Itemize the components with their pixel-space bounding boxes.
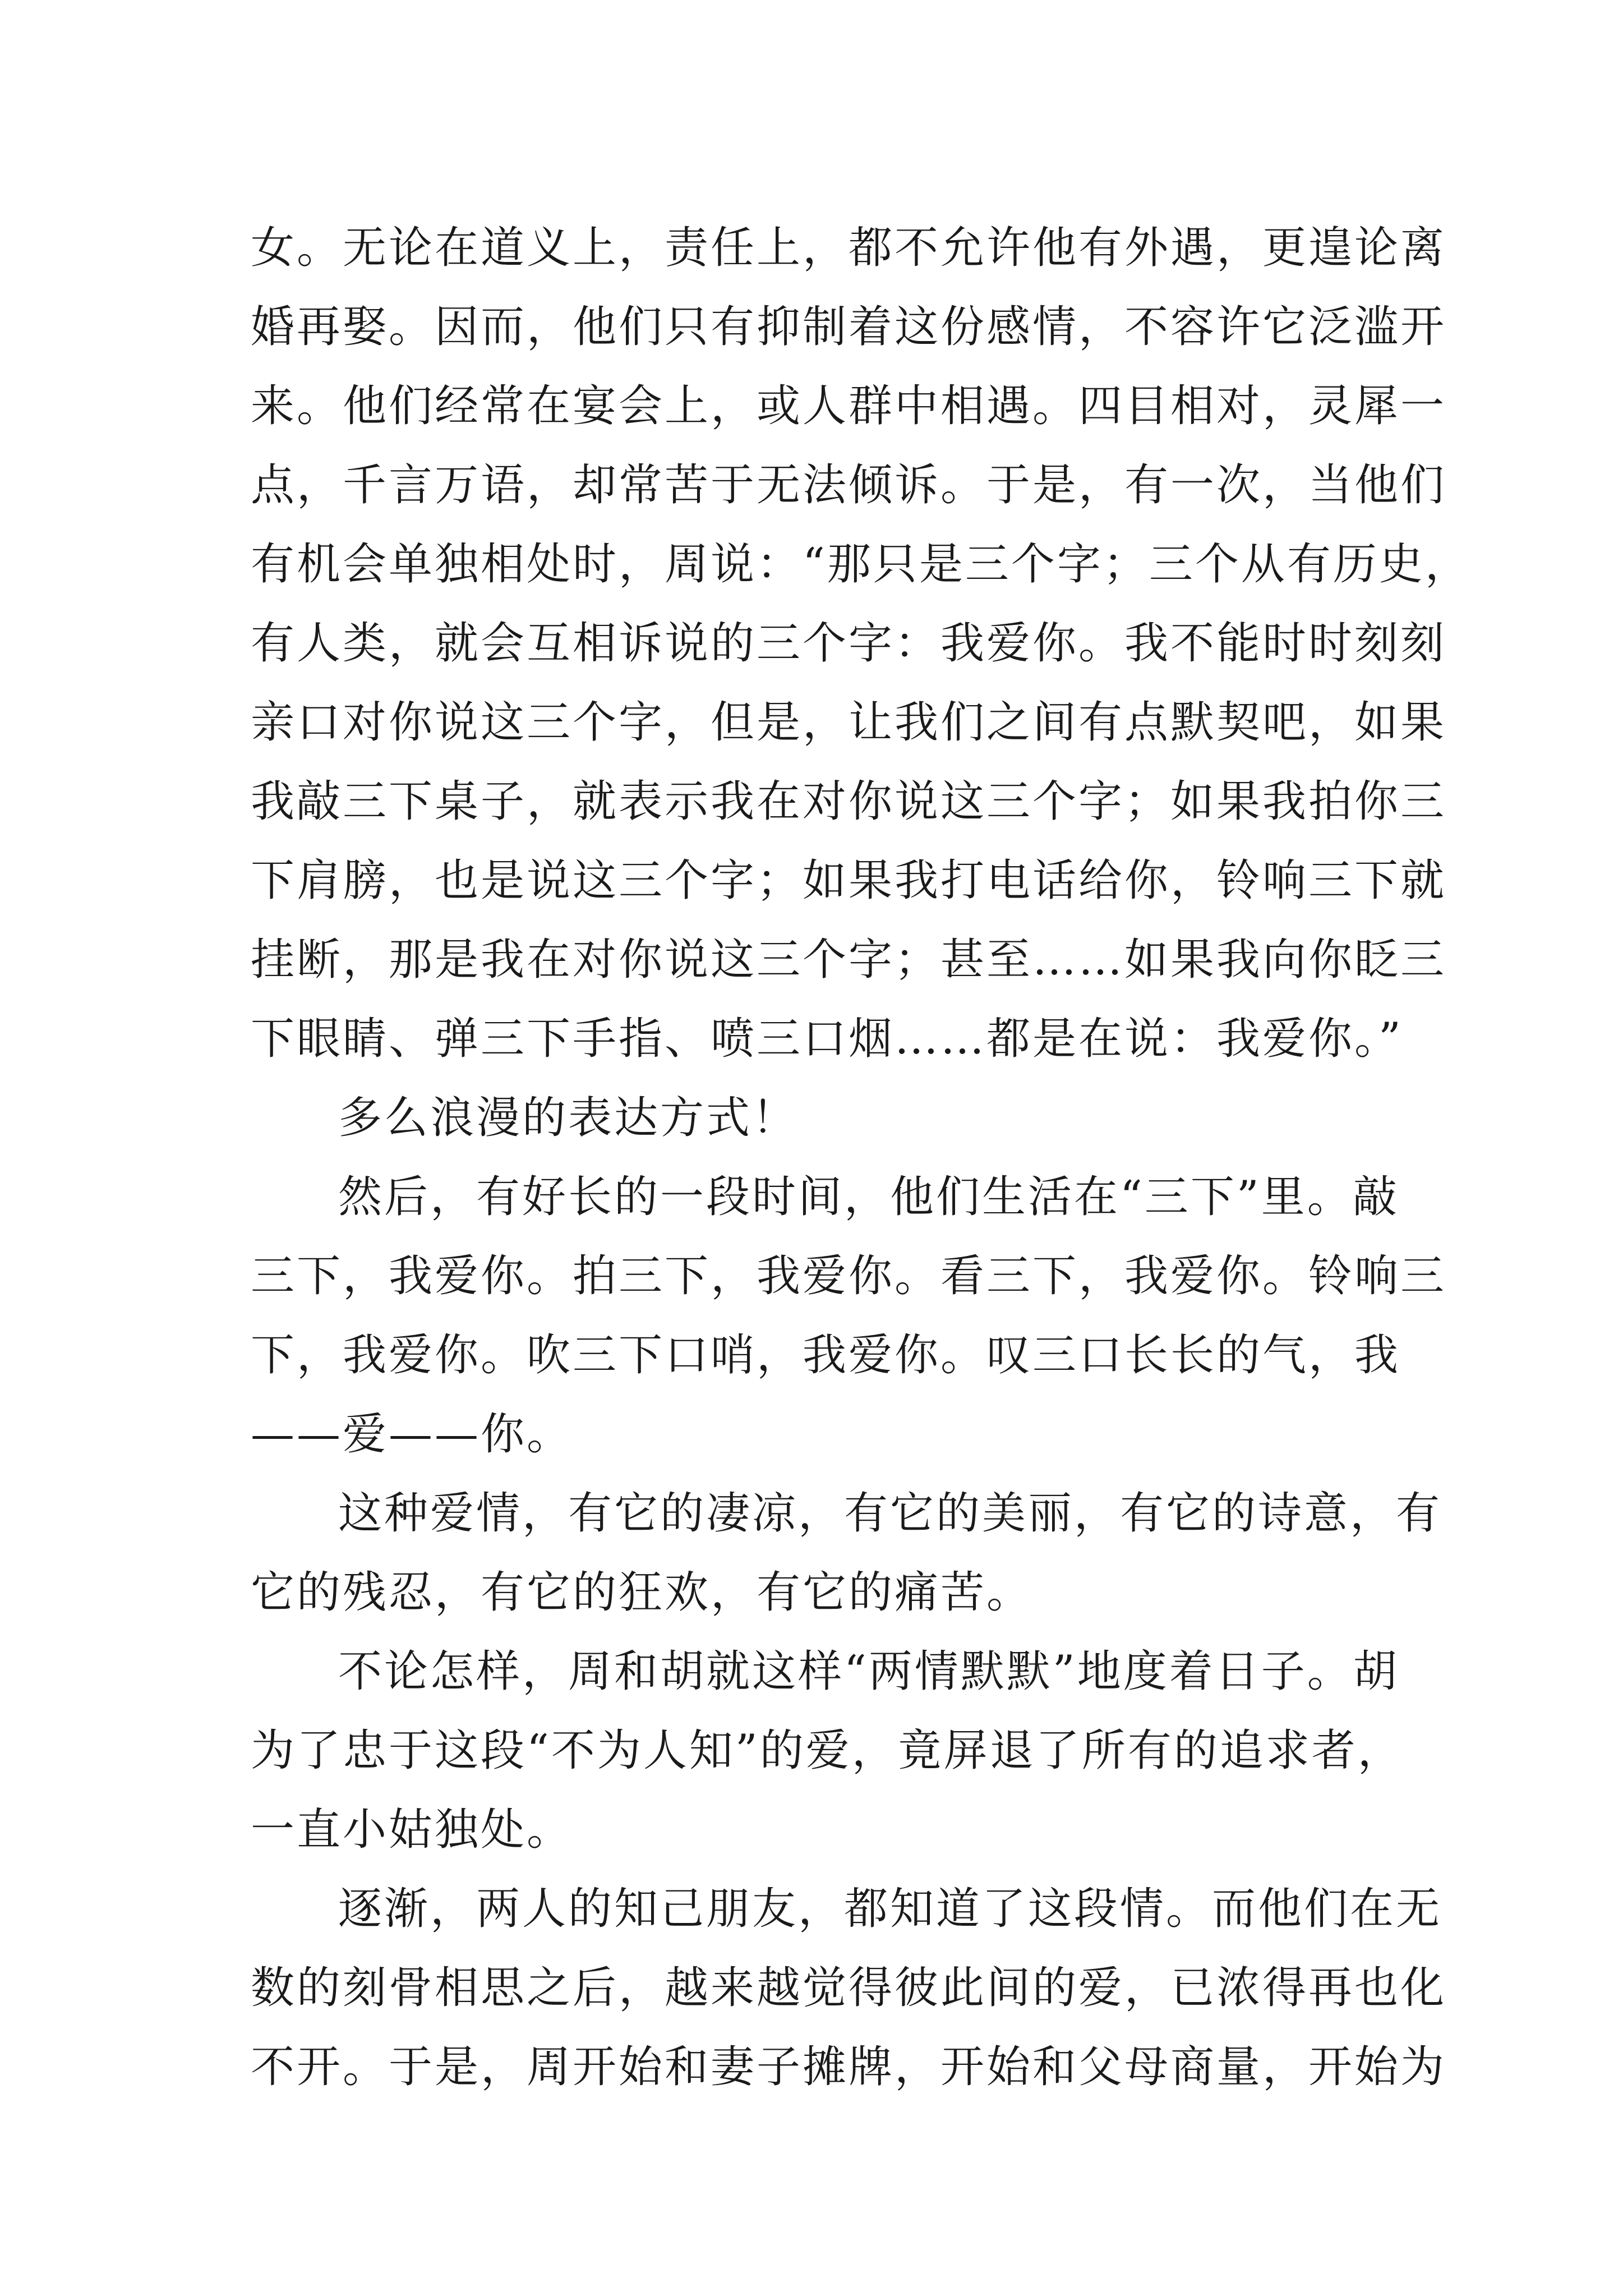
text-line: 不开。于是，周开始和妻子摊牌，开始和父母商量，开始为 [251, 2042, 1447, 2092]
text-line: 下，我爱你。吹三下口哨，我爱你。叹三口长长的气，我 [251, 1330, 1401, 1381]
text-line: 三下，我爱你。拍三下，我爱你。看三下，我爱你。铃响三 [251, 1251, 1447, 1301]
text-line: 有人类，就会互相诉说的三个字：我爱你。我不能时时刻刻 [251, 618, 1447, 669]
text-line: 来。他们经常在宴会上，或人群中相遇。四目相对，灵犀一 [251, 381, 1447, 431]
text-line: 点，千言万语，却常苦于无法倾诉。于是，有一次，当他们 [251, 460, 1447, 510]
text-line: 为了忠于这段“不为人知”的爱，竟屏退了所有的追求者， [251, 1726, 1404, 1776]
text-line: 亲口对你说这三个字，但是，让我们之间有点默契吧，如果 [251, 697, 1447, 748]
text-line: 然后，有好长的一段时间，他们生活在“三下”里。敲 [338, 1172, 1399, 1222]
text-line: 有机会单独相处时，周说：“那只是三个字；三个从有历史， [251, 539, 1471, 590]
text-line: 下肩膀，也是说这三个字；如果我打电话给你，铃响三下就 [251, 855, 1447, 906]
text-line: 下眼睛、弹三下手指、喷三口烟……都是在说：我爱你。” [251, 1014, 1403, 1064]
text-line: ——爱——你。 [251, 1409, 573, 1460]
text-line: 数的刻骨相思之后，越来越觉得彼此间的爱，已浓得再也化 [251, 1963, 1447, 2013]
text-line: 挂断，那是我在对你说这三个字；甚至……如果我向你眨三 [251, 935, 1447, 985]
text-line: 多么浪漫的表达方式！ [338, 1093, 799, 1143]
text-line: 一直小姑独处。 [251, 1805, 573, 1855]
text-line: 我敲三下桌子，就表示我在对你说这三个字；如果我拍你三 [251, 776, 1447, 827]
body-text [251, 209, 1471, 2107]
text-line: 不论怎样，周和胡就这样“两情默默”地度着日子。胡 [338, 1646, 1399, 1697]
text-line: 它的残忍，有它的狂欢，有它的痛苦。 [251, 1567, 1033, 1618]
text-line: 婚再娶。因而，他们只有抑制着这份感情，不容许它泛滥开 [251, 302, 1447, 352]
text-line: 女。无论在道义上，责任上，都不允许他有外遇，更遑论离 [251, 223, 1447, 273]
text-line: 这种爱情，有它的凄凉，有它的美丽，有它的诗意，有 [338, 1488, 1442, 1539]
text-line: 逐渐，两人的知己朋友，都知道了这段情。而他们在无 [338, 1884, 1442, 1934]
